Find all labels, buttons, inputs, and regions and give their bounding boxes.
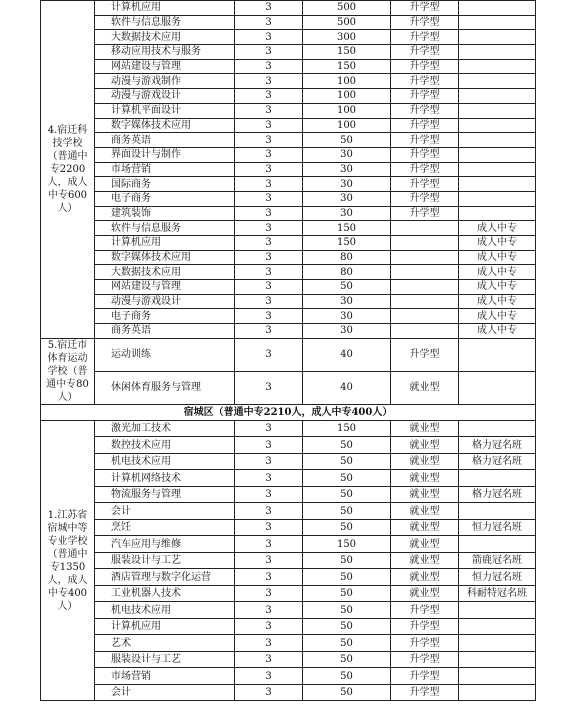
table-row (41, 420, 536, 437)
duration-years: 3 (235, 265, 303, 280)
major-name: 物流服务与管理 (95, 486, 235, 503)
program-type: 升学型 (391, 684, 459, 701)
program-note (459, 602, 536, 619)
program-note: 成人中专 (459, 309, 536, 324)
table-row (41, 668, 536, 685)
major-name: 会计 (95, 684, 235, 701)
duration-years: 3 (235, 309, 303, 324)
program-note (459, 89, 536, 104)
program-note (459, 30, 536, 45)
enrollment-count: 500 (303, 15, 391, 30)
program-note (459, 74, 536, 89)
table-row (41, 265, 536, 280)
duration-years: 3 (235, 651, 303, 668)
major-name: 国际商务 (95, 177, 235, 192)
program-note (459, 503, 536, 520)
duration-years: 3 (235, 147, 303, 162)
program-note (459, 147, 536, 162)
program-note: 成人中专 (459, 236, 536, 251)
enrollment-count: 100 (303, 89, 391, 104)
table-row (41, 437, 536, 454)
major-name: 激光加工技术 (95, 420, 235, 437)
program-type: 升学型 (391, 30, 459, 45)
duration-years: 3 (235, 519, 303, 536)
program-type: 就业型 (391, 420, 459, 437)
duration-years: 3 (235, 569, 303, 586)
program-note: 科耐特冠名班 (459, 585, 536, 602)
program-type: 就业型 (391, 453, 459, 470)
duration-years: 3 (235, 552, 303, 569)
major-name: 服装设计与工艺 (95, 552, 235, 569)
program-type: 升学型 (391, 618, 459, 635)
major-name: 工业机器人技术 (95, 585, 235, 602)
table-row (41, 519, 536, 536)
duration-years: 3 (235, 585, 303, 602)
enrollment-count: 30 (303, 162, 391, 177)
table-row (41, 74, 536, 89)
table-row (41, 280, 536, 295)
major-name: 动漫与游戏制作 (95, 74, 235, 89)
enrollment-count: 30 (303, 177, 391, 192)
table-row (41, 118, 536, 133)
program-note (459, 618, 536, 635)
enrollment-count: 50 (303, 668, 391, 685)
enrollment-count: 150 (303, 59, 391, 74)
program-note (459, 668, 536, 685)
program-note: 成人中专 (459, 221, 536, 236)
program-type: 升学型 (391, 133, 459, 148)
duration-years: 3 (235, 618, 303, 635)
program-type (391, 294, 459, 309)
program-note: 格力冠名班 (459, 453, 536, 470)
enrollment-count: 300 (303, 30, 391, 45)
duration-years: 3 (235, 15, 303, 30)
major-name: 软件与信息服务 (95, 221, 235, 236)
enrollment-count: 80 (303, 265, 391, 280)
duration-years: 3 (235, 324, 303, 339)
enrollment-count: 100 (303, 118, 391, 133)
major-name: 计算机应用 (95, 1, 235, 16)
enrollment-count: 50 (303, 470, 391, 487)
duration-years: 3 (235, 250, 303, 265)
major-name: 艺术 (95, 635, 235, 652)
duration-years: 3 (235, 45, 303, 60)
program-note (459, 191, 536, 206)
program-type: 升学型 (391, 1, 459, 16)
major-name: 商务英语 (95, 324, 235, 339)
enrollment-count: 50 (303, 618, 391, 635)
program-note: 格力冠名班 (459, 486, 536, 503)
enrollment-count: 50 (303, 503, 391, 520)
program-note (459, 536, 536, 553)
major-name: 大数据技术应用 (95, 265, 235, 280)
duration-years: 3 (235, 59, 303, 74)
enrollment-count: 30 (303, 147, 391, 162)
major-name: 计算机应用 (95, 236, 235, 251)
program-note (459, 470, 536, 487)
program-type: 升学型 (391, 147, 459, 162)
duration-years: 3 (235, 191, 303, 206)
major-name: 电子商务 (95, 191, 235, 206)
major-name: 计算机网络技术 (95, 470, 235, 487)
duration-years: 3 (235, 338, 303, 371)
table-row (41, 602, 536, 619)
major-name: 网站建设与管理 (95, 59, 235, 74)
school-name: 4.宿迁科技学校（普通中专2200人，成人中专600人） (41, 1, 95, 339)
duration-years: 3 (235, 118, 303, 133)
program-note (459, 651, 536, 668)
table-row (41, 206, 536, 221)
table-row (41, 503, 536, 520)
major-name: 建筑装饰 (95, 206, 235, 221)
major-name: 市场营销 (95, 162, 235, 177)
program-note (459, 15, 536, 30)
enrollment-count: 500 (303, 1, 391, 16)
school-name: 1.江苏省宿城中等专业学校（普通中专1350人，成人中专400人） (41, 420, 95, 701)
duration-years: 3 (235, 635, 303, 652)
enrollment-count: 50 (303, 519, 391, 536)
major-name: 数字媒体技术应用 (95, 250, 235, 265)
enrollment-count: 50 (303, 585, 391, 602)
enrollment-count: 40 (303, 338, 391, 371)
table-row (41, 221, 536, 236)
table-row (41, 133, 536, 148)
table-row (41, 147, 536, 162)
enrollment-count: 30 (303, 309, 391, 324)
duration-years: 3 (235, 74, 303, 89)
program-type: 就业型 (391, 519, 459, 536)
duration-years: 3 (235, 503, 303, 520)
duration-years: 3 (235, 453, 303, 470)
program-note (459, 45, 536, 60)
enrollment-count: 50 (303, 684, 391, 701)
major-name: 计算机应用 (95, 618, 235, 635)
table-row (41, 371, 536, 404)
duration-years: 3 (235, 294, 303, 309)
major-name: 大数据技术应用 (95, 30, 235, 45)
major-name: 动漫与游戏设计 (95, 89, 235, 104)
program-type: 就业型 (391, 569, 459, 586)
program-type: 就业型 (391, 536, 459, 553)
major-name: 休闲体育服务与管理 (95, 371, 235, 404)
program-type: 就业型 (391, 486, 459, 503)
enrollment-count: 50 (303, 453, 391, 470)
major-name: 商务英语 (95, 133, 235, 148)
program-note: 箭鹿冠名班 (459, 552, 536, 569)
program-note (459, 103, 536, 118)
table-row (41, 569, 536, 586)
duration-years: 3 (235, 420, 303, 437)
table-row (41, 236, 536, 251)
program-note (459, 118, 536, 133)
program-note (459, 371, 536, 404)
table-row (41, 30, 536, 45)
enrollment-count: 50 (303, 635, 391, 652)
program-note (459, 338, 536, 371)
major-name: 网站建设与管理 (95, 280, 235, 295)
major-name: 烹饪 (95, 519, 235, 536)
program-note (459, 684, 536, 701)
major-name: 数字媒体技术应用 (95, 118, 235, 133)
duration-years: 3 (235, 371, 303, 404)
program-type: 就业型 (391, 437, 459, 454)
program-note (459, 177, 536, 192)
enrollment-count: 50 (303, 133, 391, 148)
program-type: 就业型 (391, 585, 459, 602)
program-type: 升学型 (391, 74, 459, 89)
major-name: 机电技术应用 (95, 453, 235, 470)
program-type: 升学型 (391, 338, 459, 371)
table-row (41, 103, 536, 118)
program-type (391, 236, 459, 251)
table-row (41, 453, 536, 470)
duration-years: 3 (235, 221, 303, 236)
duration-years: 3 (235, 486, 303, 503)
program-note (459, 206, 536, 221)
major-name: 酒店管理与数字化运营 (95, 569, 235, 586)
program-type (391, 250, 459, 265)
enrollment-count: 50 (303, 569, 391, 586)
program-type: 升学型 (391, 103, 459, 118)
duration-years: 3 (235, 89, 303, 104)
program-type: 就业型 (391, 470, 459, 487)
program-type: 升学型 (391, 191, 459, 206)
program-type: 就业型 (391, 371, 459, 404)
enrollment-count: 150 (303, 236, 391, 251)
table-row (41, 191, 536, 206)
table-row (41, 651, 536, 668)
enrollment-count: 30 (303, 294, 391, 309)
major-name: 市场营销 (95, 668, 235, 685)
table-row (41, 162, 536, 177)
table-row (41, 552, 536, 569)
program-note (459, 59, 536, 74)
program-type: 升学型 (391, 668, 459, 685)
program-note: 成人中专 (459, 280, 536, 295)
duration-years: 3 (235, 162, 303, 177)
major-name: 软件与信息服务 (95, 15, 235, 30)
major-name: 运动训练 (95, 338, 235, 371)
program-type: 升学型 (391, 635, 459, 652)
enrollment-count: 50 (303, 602, 391, 619)
enrollment-count: 100 (303, 74, 391, 89)
program-type: 升学型 (391, 15, 459, 30)
duration-years: 3 (235, 206, 303, 221)
major-name: 电子商务 (95, 309, 235, 324)
major-name: 计算机平面设计 (95, 103, 235, 118)
table-row (41, 45, 536, 60)
program-note: 成人中专 (459, 324, 536, 339)
program-note: 成人中专 (459, 265, 536, 280)
table-row (41, 618, 536, 635)
duration-years: 3 (235, 177, 303, 192)
duration-years: 3 (235, 280, 303, 295)
duration-years: 3 (235, 30, 303, 45)
duration-years: 3 (235, 536, 303, 553)
enrollment-count: 150 (303, 420, 391, 437)
program-type: 升学型 (391, 602, 459, 619)
table-row (41, 585, 536, 602)
enrollment-count: 30 (303, 206, 391, 221)
table-row (41, 294, 536, 309)
table-row (41, 684, 536, 701)
table-row (41, 470, 536, 487)
major-name: 会计 (95, 503, 235, 520)
duration-years: 3 (235, 668, 303, 685)
program-note (459, 162, 536, 177)
major-name: 界面设计与制作 (95, 147, 235, 162)
table-row (41, 486, 536, 503)
table-row (41, 635, 536, 652)
program-type: 升学型 (391, 118, 459, 133)
enrollment-count: 80 (303, 250, 391, 265)
program-type (391, 309, 459, 324)
duration-years: 3 (235, 437, 303, 454)
duration-years: 3 (235, 470, 303, 487)
district-section-row (41, 404, 536, 420)
table-row (41, 324, 536, 339)
table-row (41, 338, 536, 371)
table-row (41, 536, 536, 553)
major-name: 数控技术应用 (95, 437, 235, 454)
enrollment-count: 50 (303, 552, 391, 569)
table-row (41, 1, 536, 16)
table-row (41, 89, 536, 104)
table-row (41, 250, 536, 265)
school-name: 5.宿迁市体育运动学校（普通中专80人） (41, 338, 95, 404)
enrollment-table (40, 0, 536, 701)
major-name: 动漫与游戏设计 (95, 294, 235, 309)
program-type: 升学型 (391, 206, 459, 221)
enrollment-count: 30 (303, 324, 391, 339)
program-type: 升学型 (391, 59, 459, 74)
major-name: 机电技术应用 (95, 602, 235, 619)
program-note: 恒力冠名班 (459, 569, 536, 586)
duration-years: 3 (235, 1, 303, 16)
enrollment-count: 30 (303, 191, 391, 206)
enrollment-count: 40 (303, 371, 391, 404)
program-type: 升学型 (391, 89, 459, 104)
enrollment-count: 50 (303, 437, 391, 454)
program-type (391, 280, 459, 295)
program-type: 升学型 (391, 162, 459, 177)
table-row (41, 59, 536, 74)
program-note: 成人中专 (459, 250, 536, 265)
program-type: 升学型 (391, 45, 459, 60)
table-row (41, 15, 536, 30)
program-type: 就业型 (391, 503, 459, 520)
enrollment-count: 150 (303, 45, 391, 60)
major-name: 移动应用技术与服务 (95, 45, 235, 60)
enrollment-count: 50 (303, 651, 391, 668)
program-note: 恒力冠名班 (459, 519, 536, 536)
duration-years: 3 (235, 236, 303, 251)
program-type: 升学型 (391, 177, 459, 192)
duration-years: 3 (235, 133, 303, 148)
program-note (459, 420, 536, 437)
program-type: 升学型 (391, 651, 459, 668)
program-note (459, 1, 536, 16)
duration-years: 3 (235, 103, 303, 118)
duration-years: 3 (235, 684, 303, 701)
duration-years: 3 (235, 602, 303, 619)
major-name: 服装设计与工艺 (95, 651, 235, 668)
table-row (41, 309, 536, 324)
program-type: 就业型 (391, 552, 459, 569)
program-note (459, 133, 536, 148)
table-row (41, 177, 536, 192)
program-type (391, 324, 459, 339)
program-type (391, 265, 459, 280)
enrollment-count: 50 (303, 486, 391, 503)
enrollment-count: 150 (303, 221, 391, 236)
program-note (459, 635, 536, 652)
enrollment-count: 50 (303, 280, 391, 295)
district-section-header: 宿城区（普通中专2210人，成人中专400人） (41, 404, 536, 420)
enrollment-count: 150 (303, 536, 391, 553)
major-name: 汽车应用与维修 (95, 536, 235, 553)
program-note: 格力冠名班 (459, 437, 536, 454)
enrollment-count: 100 (303, 103, 391, 118)
program-note: 成人中专 (459, 294, 536, 309)
program-type (391, 221, 459, 236)
